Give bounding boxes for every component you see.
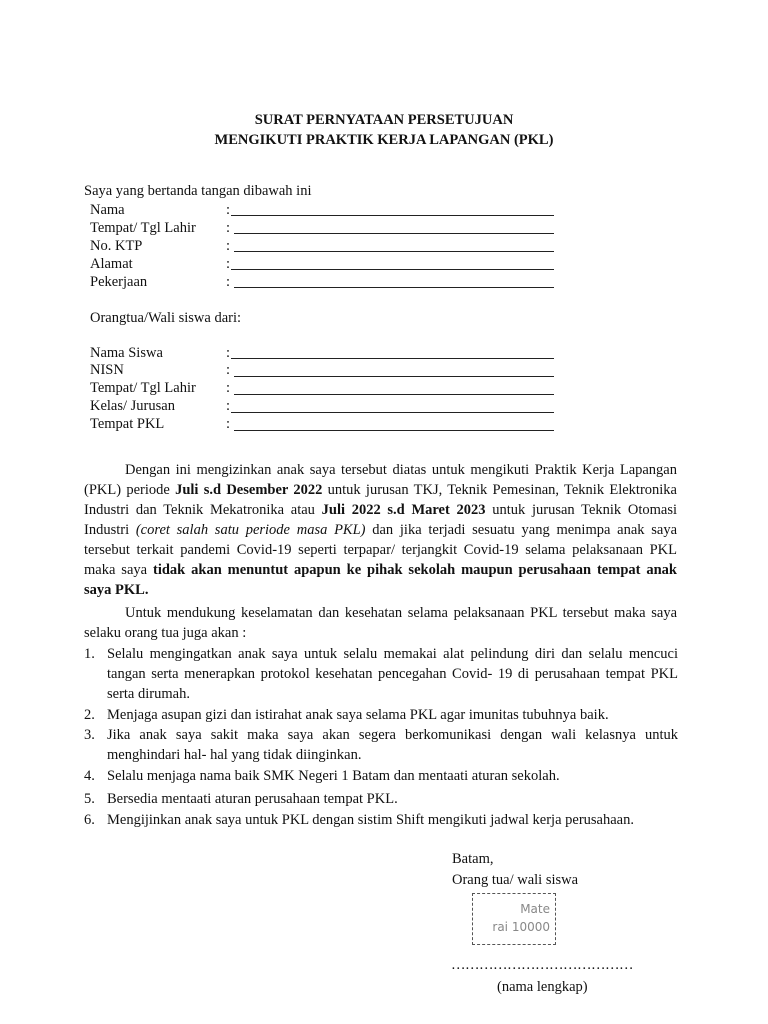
stamp-text-line-1: Mate [520, 902, 550, 916]
intro-text: Saya yang bertanda tangan dibawah ini [84, 183, 312, 199]
signature-dotted-line: ………………………………… [451, 957, 633, 973]
document-title-line-2: MENGIKUTI PRAKTIK KERJA LAPANGAN (PKL) [214, 132, 554, 148]
signature-role: Orang tua/ wali siswa [452, 872, 579, 888]
field-label-tempat-tgl-lahir: Tempat/ Tgl Lahir [90, 220, 196, 236]
list-item-text: Mengijinkan anak saya untuk PKL dengan sistim Shift mengikuti jadwal kerja perusahaan. [107, 812, 634, 828]
support-paragraph: Untuk mendukung keselamatan dan kesehatan selama pelaksanaan PKL tersebut maka saya selaku orang tua juga akan : [84, 605, 677, 641]
list-item-text: Menjaga asupan gizi dan istirahat anak saya selama PKL agar imunitas tubuhnya baik. [107, 707, 609, 723]
field-colon: : [226, 202, 231, 218]
field-line-nama[interactable] [231, 215, 554, 216]
signature-name-caption: (nama lengkap) [497, 979, 588, 995]
field-label-nama: Nama [90, 202, 125, 218]
field-line-nama-siswa[interactable] [231, 358, 554, 359]
field-colon: : [226, 380, 231, 396]
field-label-alamat: Alamat [90, 256, 133, 272]
list-item-number: 3. [84, 727, 95, 743]
field-line-student-tempat-tgl-lahir[interactable] [234, 394, 554, 395]
field-colon: : [226, 362, 231, 378]
list-item-number: 1. [84, 646, 95, 662]
field-line-nisn[interactable] [234, 376, 554, 377]
field-line-alamat[interactable] [231, 269, 554, 270]
field-line-pekerjaan[interactable] [234, 287, 554, 288]
field-label-nisn: NISN [90, 362, 124, 378]
field-label-pekerjaan: Pekerjaan [90, 274, 148, 290]
field-line-no-ktp[interactable] [234, 251, 554, 252]
document-title-line-1: SURAT PERNYATAAN PERSETUJUAN [254, 112, 514, 128]
list-item-number: 4. [84, 768, 95, 784]
list-item-number: 5. [84, 791, 95, 807]
list-item-number: 6. [84, 812, 95, 828]
field-label-kelas-jurusan: Kelas/ Jurusan [90, 398, 175, 414]
consent-paragraph: Dengan ini mengizinkan anak saya tersebut diatas untuk mengikuti Praktik Kerja Lapangan (PKL) periode Juli s.d Desember 2022 untuk jurusan TKJ, Teknik Pemesinan, Teknik Elektronika Industri dan Teknik Mekatronika atau Juli 2022 s.d Maret 2023 untuk jurusan Teknik Otomasi Industri (coret salah satu periode masa PKL) dan jika terjadi sesuatu yang menimpa anak saya tersebut terkait pandemi Covid-19 seperti terpapar/ terjangkit Covid-19 selama pelaksanaan PKL maka saya tidak akan menuntut apapun ke pihak sekolah maupun perusahaan tempat anak saya PKL. [84, 462, 678, 598]
field-colon: : [226, 256, 231, 272]
field-line-tempat-tgl-lahir[interactable] [234, 233, 554, 234]
field-colon: : [226, 274, 231, 290]
field-colon: : [226, 220, 231, 236]
student-intro-text: Orangtua/Wali siswa dari: [90, 310, 242, 326]
list-item-text: Selalu mengingatkan anak saya untuk selalu memakai alat pelindung diri dan selalu mencuci tangan serta menerapkan protokol kesehatan pencegahan Covid- 19 di perusahaan tempat PKL serta dirumah. [107, 646, 678, 702]
list-item-text: Selalu menjaga nama baik SMK Negeri 1 Batam dan mentaati aturan sekolah. [107, 768, 560, 784]
list-item-number: 2. [84, 707, 95, 723]
field-label-no-ktp: No. KTP [90, 238, 143, 254]
field-label-student-tempat-tgl-lahir: Tempat/ Tgl Lahir [90, 380, 196, 396]
field-colon: : [226, 238, 231, 254]
field-label-nama-siswa: Nama Siswa [90, 345, 163, 361]
list-item-text: Jika anak saya sakit maka saya akan segera berkomunikasi dengan wali kelasnya untuk menghindari hal- hal yang tidak diinginkan. [107, 727, 678, 763]
field-label-tempat-pkl: Tempat PKL [90, 416, 165, 432]
field-colon: : [226, 345, 231, 361]
field-line-kelas-jurusan[interactable] [231, 412, 554, 413]
field-colon: : [226, 398, 231, 414]
field-line-tempat-pkl[interactable] [234, 430, 554, 431]
stamp-text-line-2: rai 10000 [492, 920, 550, 934]
field-colon: : [226, 416, 231, 432]
stamp-placeholder [472, 893, 556, 945]
signature-place: Batam, [452, 851, 494, 867]
list-item-text: Bersedia mentaati aturan perusahaan tempat PKL. [107, 791, 398, 807]
